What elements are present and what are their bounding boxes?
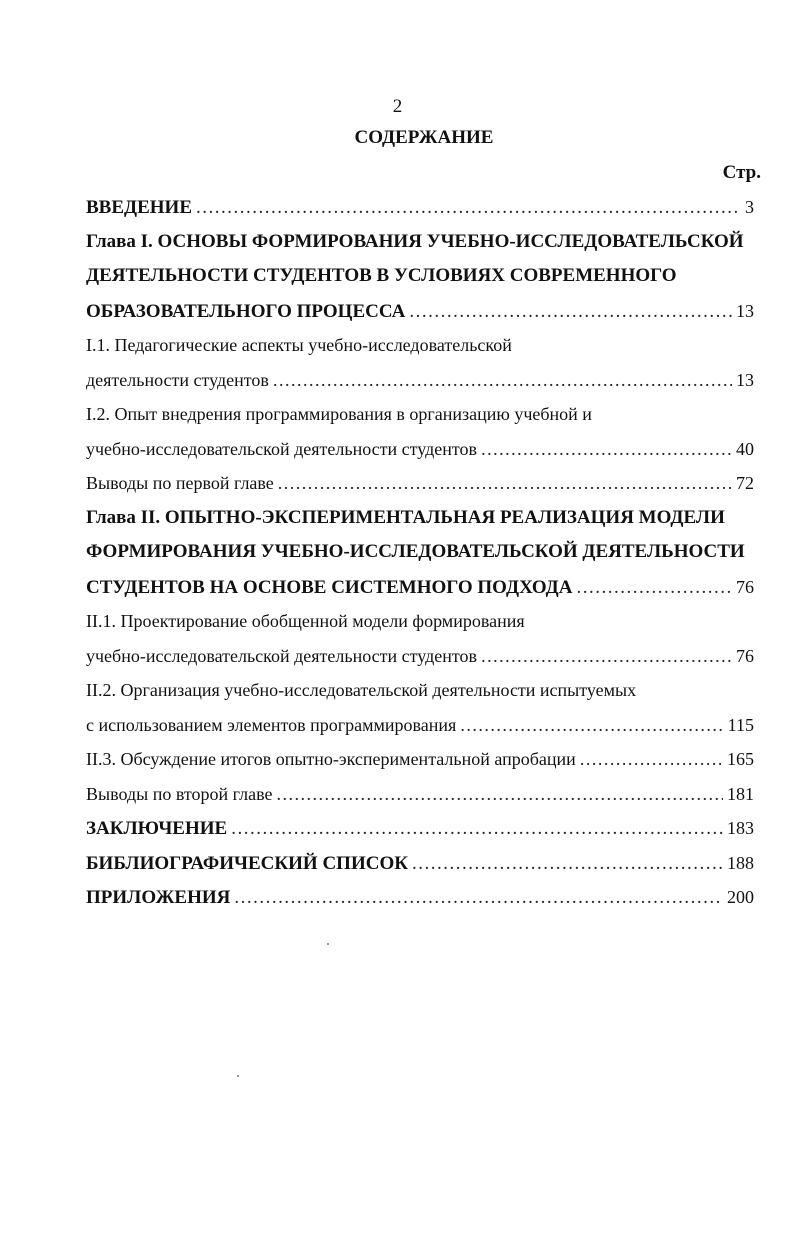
toc-leader-dots: [273, 363, 732, 398]
toc-entry-text: I.1. Педагогические аспекты учебно-исследовательской: [86, 335, 512, 355]
toc-leader-dots: [580, 742, 723, 777]
page-number: 2: [392, 96, 403, 117]
toc-entry-section-1-1-line-1: [86, 328, 754, 363]
toc-entry-section-2-3: [86, 742, 754, 777]
toc-entry-page: 3: [745, 197, 754, 217]
toc-entry-text: ДЕЯТЕЛЬНОСТИ СТУДЕНТОВ В УСЛОВИЯХ СОВРЕМЕННОГО: [86, 265, 677, 286]
toc-entry-text: ФОРМИРОВАНИЯ УЧЕБНО-ИССЛЕДОВАТЕЛЬСКОЙ ДЕЯТЕЛЬНОСТИ: [86, 541, 745, 562]
toc-entry-text: ПРИЛОЖЕНИЯ: [86, 887, 231, 908]
toc-entry-text: с использованием элементов программирования: [86, 714, 457, 735]
toc-entry-page: 183: [727, 818, 754, 838]
toc-entry-text: учебно-исследовательской деятельности студентов: [86, 645, 478, 666]
toc-entry-text: ОБРАЗОВАТЕЛЬНОГО ПРОЦЕССА: [86, 300, 406, 322]
toc-entry-text: II.1. Проектирование обобщенной модели формирования: [86, 611, 525, 631]
toc-entry-conclusions-chapter-2: [86, 777, 754, 812]
scan-speck: [327, 943, 329, 945]
toc-entry-text: БИБЛИОГРАФИЧЕСКИЙ СПИСОК: [86, 852, 409, 874]
toc-entry-text: II.3. Обсуждение итогов опытно-экспериментальной апробации: [86, 749, 576, 769]
toc-entry-text: I.2. Опыт внедрения программирования в организацию учебной и: [86, 404, 592, 424]
toc-entry-page: 181: [727, 783, 754, 804]
toc-entry-page: 165: [727, 749, 754, 769]
toc-entry-text: Выводы по первой главе: [86, 473, 274, 493]
toc-leader-dots: [460, 708, 723, 743]
toc-entry-introduction: [86, 190, 754, 225]
toc-entry-text: учебно-исследовательской деятельности студентов: [86, 438, 478, 459]
toc-leader-dots: [481, 432, 732, 467]
toc-entry-chapter-2-line-3: [86, 570, 754, 605]
toc-leader-dots: [409, 295, 732, 329]
page-column-label: Стр.: [722, 162, 761, 183]
toc-entry-page: 115: [727, 714, 754, 735]
toc-entry-text: деятельности студентов: [86, 369, 269, 390]
toc-entry-text: Глава II. ОПЫТНО-ЭКСПЕРИМЕНТАЛЬНАЯ РЕАЛИЗАЦИЯ МОДЕЛИ: [86, 506, 725, 528]
table-of-contents: [86, 190, 754, 915]
toc-leader-dots: [196, 191, 741, 225]
toc-entry-text: ЗАКЛЮЧЕНИЕ: [86, 818, 228, 839]
toc-leader-dots: [576, 571, 732, 605]
toc-entry-page: 188: [727, 852, 754, 873]
toc-entry-section-1-1-line-2: [86, 363, 754, 398]
toc-entry-section-2-1-line-2: [86, 639, 754, 674]
toc-entry-section-1-2-line-2: [86, 432, 754, 467]
toc-entry-text: СТУДЕНТОВ НА ОСНОВЕ СИСТЕМНОГО ПОДХОДА: [86, 576, 573, 598]
toc-entry-section-2-1-line-1: [86, 604, 754, 639]
toc-leader-dots: [234, 881, 723, 915]
toc-entry-conclusions-chapter-1: [86, 466, 754, 501]
toc-entry-section-1-2-line-1: [86, 397, 754, 432]
toc-leader-dots: [412, 847, 723, 881]
toc-entry-page: 76: [736, 645, 754, 666]
toc-entry-text: ВВЕДЕНИЕ: [86, 197, 192, 218]
toc-entry-page: 72: [736, 473, 754, 493]
scan-speck: [237, 1075, 239, 1077]
toc-leader-dots: [481, 639, 732, 674]
toc-entry-chapter-1-line-1: [86, 225, 754, 260]
toc-entry-text: Выводы по второй главе: [86, 783, 273, 804]
toc-entry-conclusion: [86, 811, 754, 846]
toc-entry-page: 13: [736, 300, 754, 321]
toc-entry-chapter-2-line-2: [86, 535, 754, 570]
page-title: СОДЕРЖАНИЕ: [354, 127, 494, 148]
toc-leader-dots: [231, 812, 723, 846]
toc-entry-page: 200: [727, 887, 754, 907]
toc-entry-section-2-2-line-1: [86, 673, 754, 708]
toc-entry-text: II.2. Организация учебно-исследовательской деятельности испытуемых: [86, 680, 637, 700]
toc-entry-chapter-1-line-3: [86, 294, 754, 329]
toc-leader-dots: [278, 466, 732, 501]
toc-entry-section-2-2-line-2: [86, 708, 754, 743]
toc-entry-chapter-1-line-2: [86, 259, 754, 294]
toc-entry-page: 76: [736, 576, 754, 597]
toc-entry-bibliography: [86, 846, 754, 881]
toc-entry-page: 40: [736, 438, 754, 459]
toc-entry-text: Глава I. ОСНОВЫ ФОРМИРОВАНИЯ УЧЕБНО-ИССЛЕДОВАТЕЛЬСКОЙ: [86, 230, 744, 252]
toc-entry-appendices: [86, 880, 754, 915]
toc-entry-chapter-2-line-1: [86, 501, 754, 536]
toc-entry-page: 13: [736, 369, 754, 390]
toc-leader-dots: [276, 777, 723, 812]
